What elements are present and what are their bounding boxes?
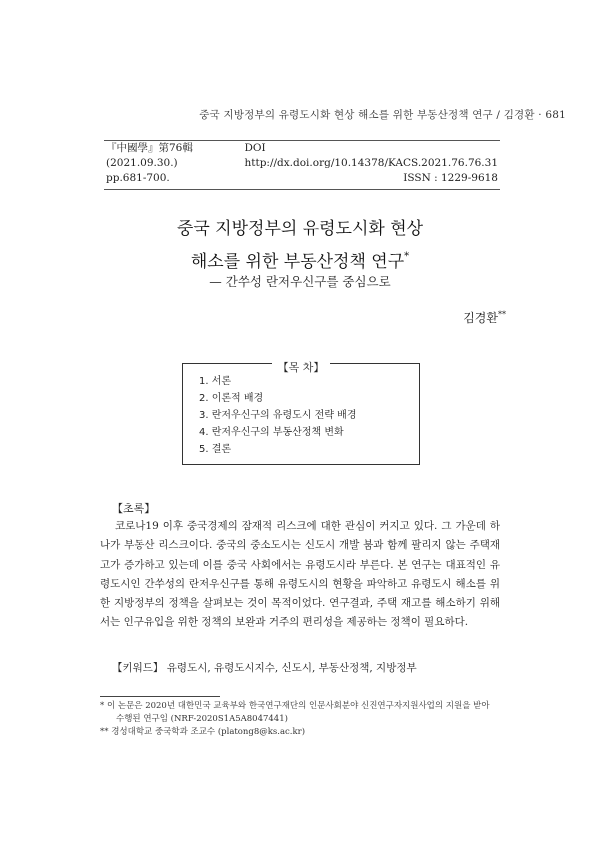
footnote-rule [100,696,220,697]
abstract-label: 【초록】 [112,502,156,515]
title-footnote-mark: * [404,251,410,262]
running-header: 중국 지방정부의 유령도시화 현상 해소를 위한 부동산정책 연구 / 김경환 · 681 [199,109,566,121]
title-line-2: 해소를 위한 부동산정책 연구 [190,252,405,272]
citation-bottom-rule [104,189,500,190]
keywords-text: 유령도시, 유령도시지수, 신도시, 부동산정책, 지방정부 [166,662,417,674]
toc-item: 4. 란저우신구의 부동산정책 변화 [199,427,344,438]
footnotes [100,700,500,739]
paper-subtitle: — 간쑤성 란저우신구를 중심으로 [209,274,391,289]
doi-link[interactable]: DOI http://dx.doi.org/10.14378/KACS.2021.76.76.31 [244,142,499,169]
author-footnote-mark: ** [498,310,506,319]
paper-title [0,215,600,276]
author [0,309,506,326]
page-range: pp.681-700. [106,172,170,184]
toc-item: 1. 서론 [199,376,232,387]
keywords-label: 【키워드】 [112,662,164,674]
footnote-author: ** 경성대학교 중국학과 조교수 (platong8@ks.ac.kr) [100,727,306,737]
issn: ISSN : 1229-9618 [403,172,498,184]
toc-heading: 【목 차】 [272,361,331,374]
table-of-contents [182,363,420,465]
footnote-funding: * 이 논문은 2020년 대한민국 교육부와 한국연구재단의 인문사회분야 신진연구자지원사업의 지원을 받아 수행된 연구임 (NRF-2020S1A5A8047441) [100,701,490,724]
journal-info: 『中國學』第76輯 (2021.09.30.) [106,142,193,169]
toc-item: 2. 이론적 배경 [199,393,264,404]
citation-block [104,140,500,190]
title-line-1: 중국 지방정부의 유령도시화 현상 [176,219,424,239]
keywords [112,660,417,675]
abstract-text: 코로나19 이후 중국경제의 잠재적 리스크에 대한 관심이 커지고 있다. 그 가운데 하나가 부동산 리스크이다. 중국의 중소도시는 신도시 개발 붐과 함께 팔리지 않는 주택재고가 증가하고 있는데 이를 중국 사회에서는 유령도시라 부른다. 본 연구는 대표적인 유령도시인 간쑤성의 란저우신구를 통해 유령도시의 현황을 파악하고 유령도시 해소를 위한 지방정부의 정책을 살펴보는 것이 목적이었다. 연구결과, 주택 재고를 해소하기 위해서는 인구유입을 위한 정책의 보완과 거주의 편리성을 제공하는 정책이 필요하다. [100,520,500,629]
author-name: 김경환 [463,311,498,325]
toc-item: 3. 란저우신구의 유령도시 전략 배경 [199,410,357,421]
toc-item: 5. 결론 [199,444,232,455]
